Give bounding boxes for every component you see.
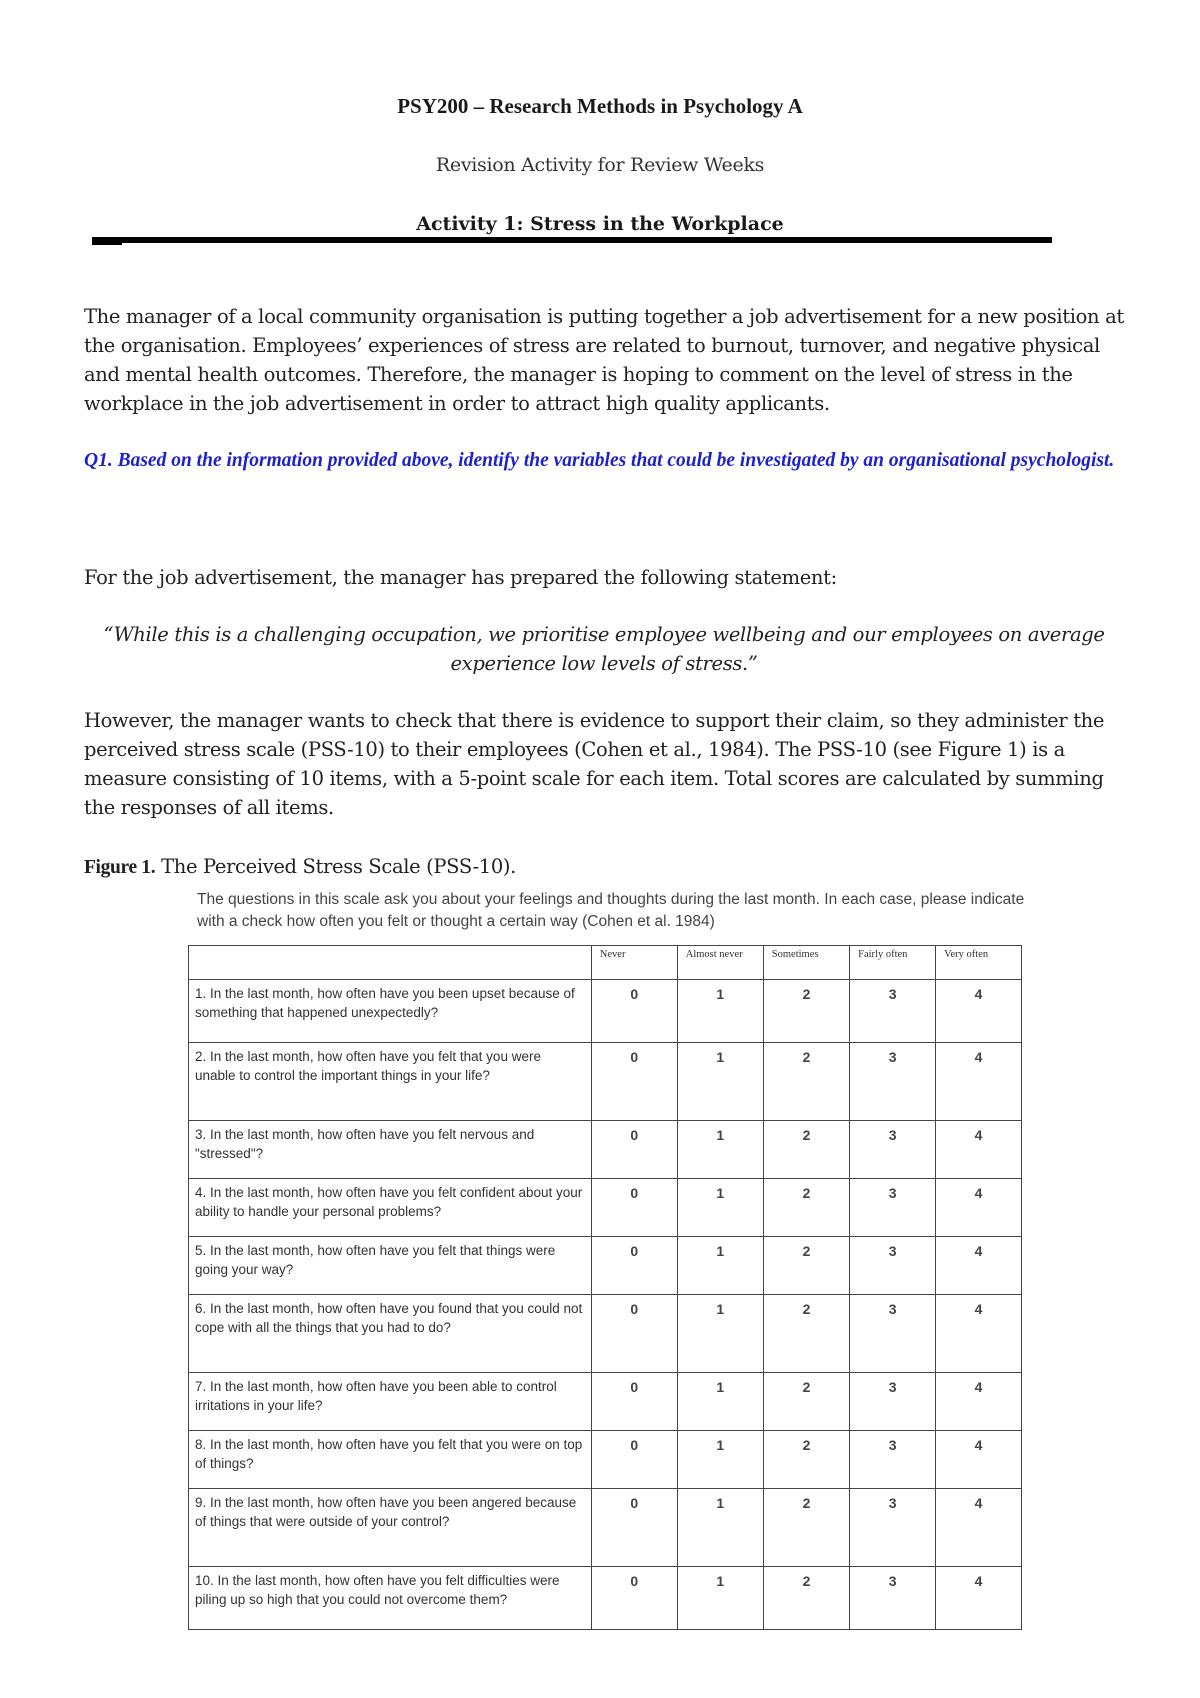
- pss-response-option[interactable]: 3: [850, 1179, 936, 1237]
- pss-response-option[interactable]: 3: [850, 1431, 936, 1489]
- pss-response-option[interactable]: 4: [936, 1121, 1022, 1179]
- question-1: Q1. Based on the information provided above, identify the variables that could be investigated by an organisational psychologist.: [84, 450, 1115, 471]
- pss-response-option[interactable]: 1: [677, 1179, 763, 1237]
- pss-response-option[interactable]: 2: [763, 1489, 849, 1567]
- pss-response-option[interactable]: 3: [850, 1043, 936, 1121]
- pss-item-row: [189, 1237, 1022, 1295]
- pss-response-option[interactable]: 2: [763, 980, 849, 1043]
- col-never: Never: [591, 946, 677, 980]
- pss-response-option[interactable]: 3: [850, 1567, 936, 1630]
- pss-response-option[interactable]: 3: [850, 1237, 936, 1295]
- pss-item-text: 1. In the last month, how often have you been upset because of something that happened unexpectedly?: [189, 980, 592, 1043]
- pss-response-option[interactable]: 1: [677, 1567, 763, 1630]
- activity-heading: Activity 1: Stress in the Workplace: [416, 213, 784, 235]
- pss-response-option[interactable]: 4: [936, 1567, 1022, 1630]
- pss-item-text: 10. In the last month, how often have you felt difficulties were piling up so high that you could not overcome them?: [189, 1567, 592, 1630]
- col-very-often: Very often: [936, 946, 1022, 980]
- pss-response-option[interactable]: 0: [591, 1567, 677, 1630]
- pss-item-text: 4. In the last month, how often have you felt confident about your ability to handle your personal problems?: [189, 1179, 592, 1237]
- pss-item-text: 7. In the last month, how often have you been able to control irritations in your life?: [189, 1373, 592, 1431]
- pss-table: [188, 945, 1022, 1630]
- pss-item-row: [189, 1373, 1022, 1431]
- pss-response-option[interactable]: 0: [591, 1295, 677, 1373]
- pss-item-text: 3. In the last month, how often have you felt nervous and "stressed"?: [189, 1121, 592, 1179]
- pss-paragraph: However, the manager wants to check that there is evidence to support their claim, so they administer the perceived stress scale (PSS-10) to their employees (Cohen et al., 1984). The PSS-10 (see Figure 1) is a measure consisting of 10 items, with a 5-point scale for each item. Total scores are calculated by summing the responses of all items.: [84, 709, 1105, 819]
- col-fairly-often: Fairly often: [850, 946, 936, 980]
- pss-response-option[interactable]: 2: [763, 1043, 849, 1121]
- pss-response-option[interactable]: 2: [763, 1179, 849, 1237]
- pss-response-option[interactable]: 2: [763, 1121, 849, 1179]
- pss-response-option[interactable]: 1: [677, 1431, 763, 1489]
- pss-item-text: 9. In the last month, how often have you been angered because of things that were outside of your control?: [189, 1489, 592, 1567]
- pss-response-option[interactable]: 0: [591, 1121, 677, 1179]
- pss-response-option[interactable]: 2: [763, 1567, 849, 1630]
- pss-item-row: [189, 1431, 1022, 1489]
- page-subtitle: Revision Activity for Review Weeks: [435, 154, 765, 176]
- pss-header-blank: [189, 946, 592, 980]
- pss-response-option[interactable]: 0: [591, 1489, 677, 1567]
- pss-item-row: [189, 1489, 1022, 1567]
- pss-response-option[interactable]: 0: [591, 1237, 677, 1295]
- pss-response-option[interactable]: 3: [850, 1295, 936, 1373]
- figure-label: Figure 1.: [84, 857, 156, 878]
- pss-response-option[interactable]: 3: [850, 1489, 936, 1567]
- pss-response-option[interactable]: 3: [850, 1373, 936, 1431]
- pss-response-option[interactable]: 2: [763, 1237, 849, 1295]
- manager-quote: “While this is a challenging occupation, we prioritise employee wellbeing and our employees on average experience low levels of stress.”: [103, 623, 1105, 675]
- pss-response-option[interactable]: 4: [936, 1237, 1022, 1295]
- figure-caption: [84, 855, 516, 879]
- pss-response-option[interactable]: 0: [591, 1373, 677, 1431]
- pss-response-option[interactable]: 1: [677, 1043, 763, 1121]
- pss-response-option[interactable]: 1: [677, 1121, 763, 1179]
- pss-response-option[interactable]: 0: [591, 1431, 677, 1489]
- pss-item-row: [189, 1295, 1022, 1373]
- pss-response-option[interactable]: 4: [936, 1043, 1022, 1121]
- pss-response-option[interactable]: 4: [936, 1431, 1022, 1489]
- figure-caption-text: The Perceived Stress Scale (PSS-10).: [161, 855, 517, 878]
- statement-lead: For the job advertisement, the manager has prepared the following statement:: [84, 566, 837, 589]
- pss-response-option[interactable]: 3: [850, 1121, 936, 1179]
- pss-response-option[interactable]: 4: [936, 1295, 1022, 1373]
- pss-response-option[interactable]: 1: [677, 1373, 763, 1431]
- pss-item-row: [189, 1043, 1022, 1121]
- pss-header-row: [189, 946, 1022, 980]
- col-almost-never: Almost never: [677, 946, 763, 980]
- pss-item-text: 6. In the last month, how often have you found that you could not cope with all the things that you had to do?: [189, 1295, 592, 1373]
- pss-response-option[interactable]: 1: [677, 1237, 763, 1295]
- pss-response-option[interactable]: 1: [677, 1489, 763, 1567]
- pss-item-row: [189, 1121, 1022, 1179]
- pss-response-option[interactable]: 4: [936, 980, 1022, 1043]
- pss-response-option[interactable]: 0: [591, 1043, 677, 1121]
- col-sometimes: Sometimes: [763, 946, 849, 980]
- pss-response-option[interactable]: 2: [763, 1373, 849, 1431]
- pss-response-option[interactable]: 4: [936, 1179, 1022, 1237]
- pss-response-option[interactable]: 4: [936, 1373, 1022, 1431]
- scale-instructions: The questions in this scale ask you about your feelings and thoughts during the last month. In each case, please indicate with a check how often you felt or thought a certain way (Cohen et al. 1984): [197, 891, 1025, 930]
- pss-response-option[interactable]: 2: [763, 1295, 849, 1373]
- page-title: PSY200 – Research Methods in Psychology A: [397, 94, 803, 118]
- pss-response-option[interactable]: 3: [850, 980, 936, 1043]
- pss-response-option[interactable]: 2: [763, 1431, 849, 1489]
- pss-item-text: 5. In the last month, how often have you felt that things were going your way?: [189, 1237, 592, 1295]
- pss-response-option[interactable]: 0: [591, 1179, 677, 1237]
- pss-response-option[interactable]: 1: [677, 980, 763, 1043]
- pss-response-option[interactable]: 1: [677, 1295, 763, 1373]
- intro-paragraph: The manager of a local community organisation is putting together a job advertisement for a new position at the organisation. Employees’ experiences of stress are related to burnout, turnover, and negative physical and mental health outcomes. Therefore, the manager is hoping to comment on the level of stress in the workplace in the job advertisement in order to attract high quality applicants.: [84, 305, 1124, 415]
- pss-item-row: [189, 980, 1022, 1043]
- pss-item-text: 8. In the last month, how often have you felt that you were on top of things?: [189, 1431, 592, 1489]
- pss-response-option[interactable]: 4: [936, 1489, 1022, 1567]
- heading-rule-tail: [92, 243, 122, 245]
- pss-item-row: [189, 1567, 1022, 1630]
- pss-item-text: 2. In the last month, how often have you felt that you were unable to control the important things in your life?: [189, 1043, 592, 1121]
- pss-item-row: [189, 1179, 1022, 1237]
- heading-rule: [92, 237, 1052, 243]
- pss-response-option[interactable]: 0: [591, 980, 677, 1043]
